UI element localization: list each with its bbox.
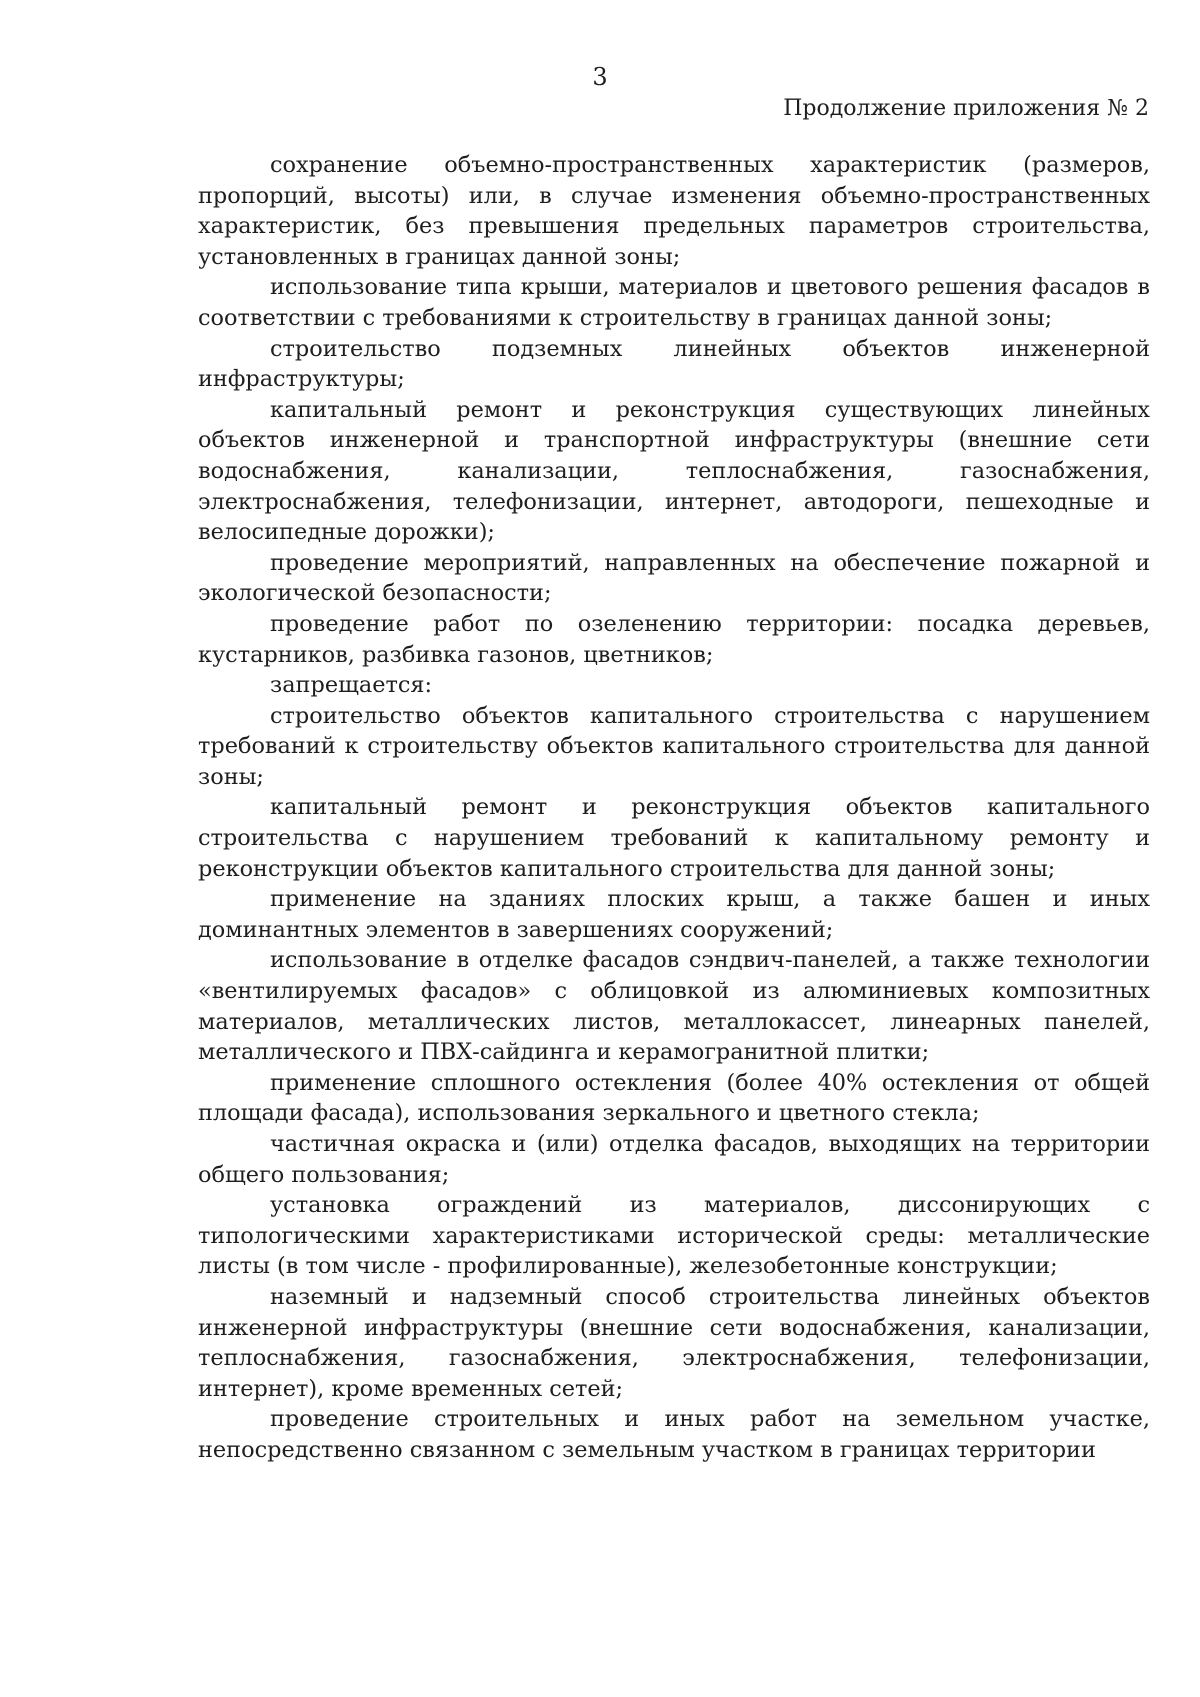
body-text bbox=[198, 150, 1150, 1466]
paragraph: сохранение объемно-пространственных характеристик (размеров, пропорций, высоты) или, в случае изменения объемно-пространственных характеристик, без превышения предельных параметров строительства, установленных в границах данной зоны; bbox=[198, 152, 1150, 270]
paragraph: проведение мероприятий, направленных на обеспечение пожарной и экологической безопасности; bbox=[198, 549, 1150, 607]
paragraph: проведение работ по озеленению территории: посадка деревьев, кустарников, разбивка газонов, цветников; bbox=[198, 610, 1150, 668]
paragraph: установка ограждений из материалов, диссонирующих с типологическими характеристиками исторической среды: металлические листы (в том числе - профилированные), железобетонные конструкции; bbox=[198, 1192, 1150, 1280]
paragraph: использование в отделке фасадов сэндвич-панелей, а также технологии «вентилируемых фасадов» с облицовкой из алюминиевых композитных материалов, металлических листов, металлокассет, линеарных панелей, металлического и ПВХ-сайдинга и керамогранитной плитки; bbox=[198, 947, 1150, 1066]
paragraph: наземный и надземный способ строительства линейных объектов инженерной инфраструктуры (внешние сети водоснабжения, канализации, теплоснабжения, газоснабжения, электроснабжения, телефонизации, интернет), кроме временных сетей; bbox=[198, 1283, 1150, 1402]
paragraph: применение сплошного остекления (более 40% остекления от общей площади фасада), использования зеркального и цветного стекла; bbox=[198, 1069, 1150, 1127]
paragraph: строительство объектов капитального строительства с нарушением требований к строительству объектов капитального строительства для данной зоны; bbox=[198, 702, 1150, 790]
header-note: Продолжение приложения № 2 bbox=[783, 96, 1149, 121]
paragraph: запрещается: bbox=[270, 672, 433, 699]
paragraph: строительство подземных линейных объектов инженерной инфраструктуры; bbox=[198, 335, 1150, 393]
paragraph: частичная окраска и (или) отделка фасадов, выходящих на территории общего пользования; bbox=[198, 1131, 1150, 1188]
paragraph: использование типа крыши, материалов и цветового решения фасадов в соответствии с требованиями к строительству в границах данной зоны; bbox=[198, 274, 1150, 331]
paragraph: проведение строительных и иных работ на земельном участке, непосредственно связанном с земельным участком в границах территории bbox=[198, 1406, 1150, 1463]
paragraph: капитальный ремонт и реконструкция существующих линейных объектов инженерной и транспортной инфраструктуры (внешние сети водоснабжения, канализации, теплоснабжения, газоснабжения, электроснабжения, телефонизации, интернет, автодороги, пешеходные и велосипедные дорожки); bbox=[198, 396, 1150, 546]
paragraph: применение на зданиях плоских крыш, а также башен и иных доминантных элементов в завершениях сооружений; bbox=[198, 886, 1150, 943]
page-number: 3 bbox=[592, 63, 608, 91]
paragraph: капитальный ремонт и реконструкция объектов капитального строительства с нарушением требований к капитальному ремонту и реконструкции объектов капитального строительства для данной зоны; bbox=[198, 794, 1150, 882]
